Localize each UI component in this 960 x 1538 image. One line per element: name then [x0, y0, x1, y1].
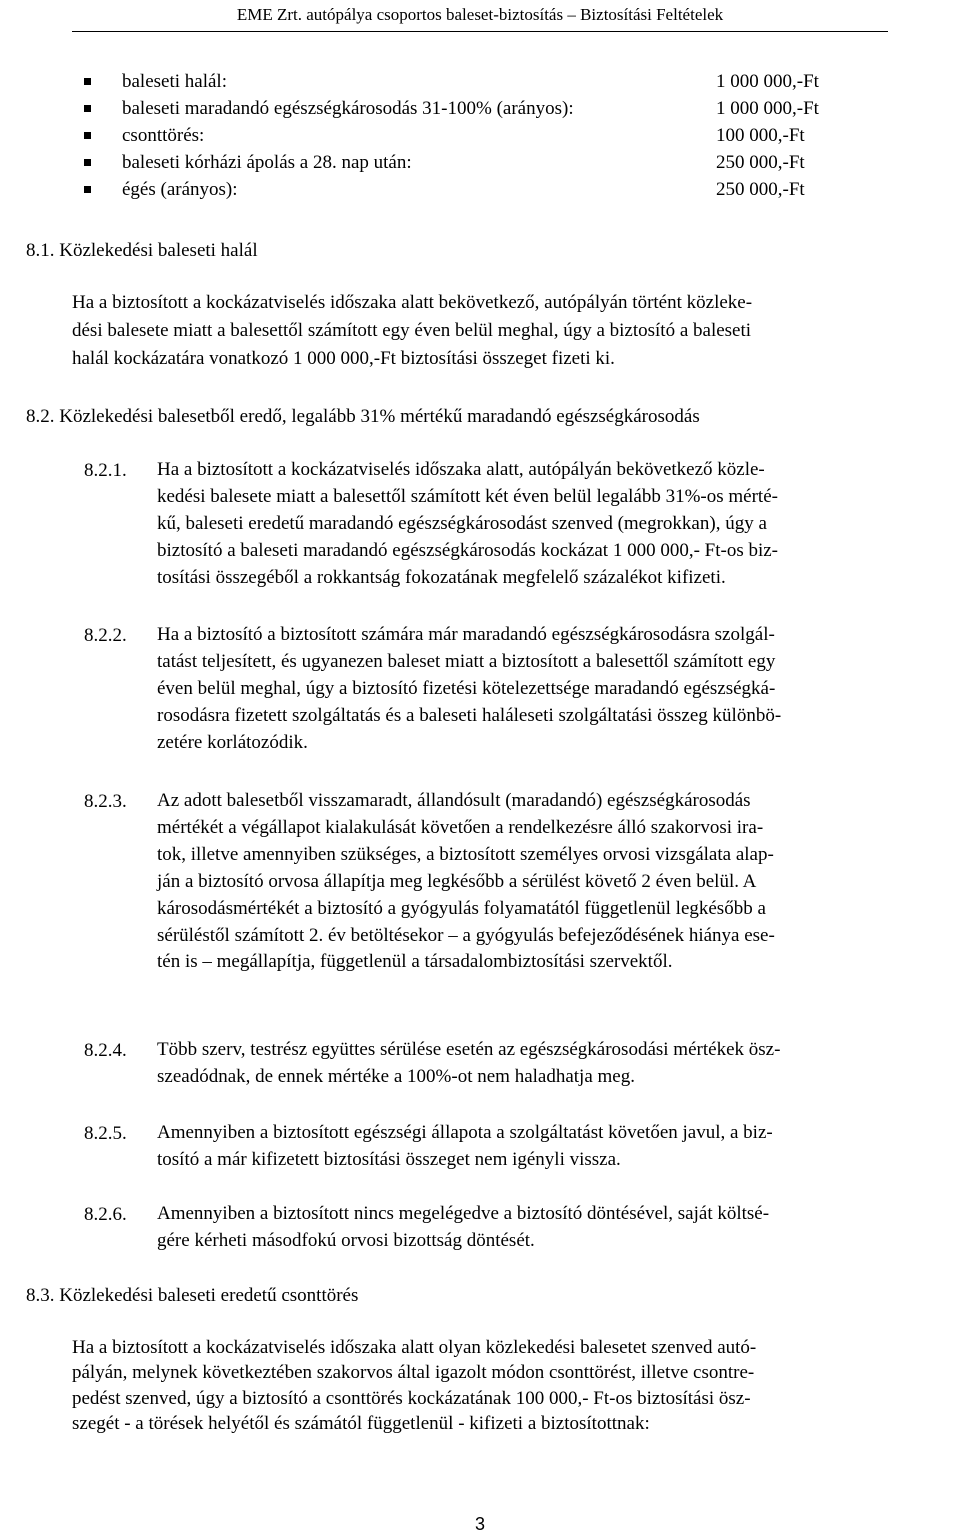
square-bullet-icon [84, 105, 91, 112]
text-line: dési balesete miatt a balesettől számított egy éven belül meghal, úgy a biztosító a baleseti [72, 319, 752, 341]
text-line: tatást teljesített, és ugyanezen baleset miatt a biztosított a balesettől számított egy [157, 650, 776, 672]
text-line: károsodásmértékét a biztosító a gyógyulás folyamatától függetlenül legkésőbb a [157, 897, 766, 919]
list-item-amount: 250 000,-Ft [716, 152, 805, 173]
clause-number: 8.2.3. [84, 791, 127, 812]
text-line: kedési balesete miatt a balesettől számított két éven belül legalább 31%-os mérté- [157, 485, 778, 507]
text-line: szegét - a törések helyétől és számától függetlenül - kifizeti a biztosítottnak: [72, 1412, 650, 1434]
text-line: pedést szenved, úgy a biztosító a csonttörés kockázatának 100 000,- Ft-os biztosítási ösz- [72, 1387, 751, 1409]
square-bullet-icon [84, 186, 91, 193]
page-number: 3 [474, 1514, 485, 1534]
list-item-amount: 100 000,-Ft [716, 125, 805, 146]
text-line: pályán, melynek következtében szakorvos által igazolt módon csonttörést, illetve csontre- [72, 1362, 755, 1384]
text-line: Ha a biztosító a biztosított számára már maradandó egészségkárosodásra szolgál- [157, 624, 775, 645]
clause-number: 8.2.1. [84, 460, 127, 481]
list-item-label: csonttörés: [122, 125, 205, 146]
text-line: Több szerv, testrész együttes sérülése esetén az egészségkárosodási mértékek ösz- [157, 1039, 781, 1060]
text-line: Az adott balesetből visszamaradt, állandósult (maradandó) egészségkárosodás [157, 790, 751, 811]
clause-text [157, 1037, 932, 1091]
header-divider [72, 31, 888, 32]
text-line: tén is – megállapítja, függetlenül a társadalombiztosítási szervektől. [157, 951, 673, 973]
section-paragraph [72, 1335, 932, 1436]
list-item-label: baleseti kórházi ápolás a 28. nap után: [122, 152, 412, 173]
text-line: tosítási összegéből a rokkantság fokozatának megfelelő százalékot kifizeti. [157, 566, 726, 588]
square-bullet-icon [84, 159, 91, 166]
clause-number: 8.2.5. [84, 1123, 127, 1144]
text-line: Amennyiben a biztosított egészségi állapota a szolgáltatást követően javul, a biz- [157, 1122, 773, 1143]
text-line: éven belül meghal, úgy a biztosító fizetési kötelezettsége maradandó egészségká- [157, 677, 776, 699]
text-line: tok, illetve amennyiben szükséges, a biztosított személyes orvosi vizsgálata alap- [157, 843, 774, 865]
text-line: mértékét a végállapot kialakulását követően a rendelkezésre álló szakorvosi ira- [157, 816, 764, 838]
section-heading: 8.2. Közlekedési balesetből eredő, legalább 31% mértékű maradandó egészségkárosodás [26, 406, 700, 427]
section-heading: 8.3. Közlekedési baleseti eredetű csonttörés [26, 1285, 359, 1306]
clause-number: 8.2.2. [84, 625, 127, 646]
text-line: Ha a biztosított a kockázatviselés időszaka alatt bekövetkező, autópályán történt közleke- [72, 292, 753, 313]
section-paragraph [72, 289, 932, 372]
page-header: EME Zrt. autópálya csoportos baleset-biztosítás – Biztosítási Feltételek [236, 5, 724, 24]
text-line: kű, baleseti eredetű maradandó egészségkárosodást szenved (megrokkan), úgy a [157, 512, 767, 534]
square-bullet-icon [84, 132, 91, 139]
clause-number: 8.2.4. [84, 1040, 127, 1061]
text-line: gére kérheti másodfokú orvosi bizottság döntését. [157, 1229, 535, 1251]
text-line: zetére korlátozódik. [157, 731, 308, 753]
text-line: Ha a biztosított a kockázatviselés időszaka alatt, autópályán bekövetkező közle- [157, 459, 765, 480]
clause-text [157, 788, 932, 976]
list-item-amount: 1 000 000,-Ft [716, 71, 819, 92]
clause-text [157, 1120, 932, 1174]
text-line: Amennyiben a biztosított nincs megelégedve a biztosító döntésével, saját költsé- [157, 1203, 770, 1224]
clause-text [157, 1201, 932, 1255]
text-line: halál kockázatára vonatkozó 1 000 000,-Ft biztosítási összeget fizeti ki. [72, 347, 615, 369]
text-line: szeadódnak, de ennek mértéke a 100%-ot nem haladhatja meg. [157, 1065, 635, 1087]
square-bullet-icon [84, 78, 91, 85]
list-item-amount: 1 000 000,-Ft [716, 98, 819, 119]
list-item-label: baleseti halál: [122, 71, 227, 92]
list-item-label: égés (arányos): [122, 179, 238, 200]
text-line: Ha a biztosított a kockázatviselés időszaka alatt olyan közlekedési balesetet szenved autó- [72, 1337, 757, 1358]
clause-number: 8.2.6. [84, 1204, 127, 1225]
list-item-amount: 250 000,-Ft [716, 179, 805, 200]
text-line: biztosító a baleseti maradandó egészségkárosodás kockázat 1 000 000,- Ft-os biz- [157, 539, 779, 561]
text-line: sérüléstől számított 2. év betöltésekor – a gyógyulás befejeződésének hiánya ese- [157, 924, 775, 946]
clause-text [157, 622, 932, 757]
text-line: ján a biztosító orvosa állapítja meg legkésőbb a sérülést követő 2 éven belül. A [157, 870, 757, 892]
section-heading: 8.1. Közlekedési baleseti halál [26, 240, 258, 261]
text-line: tosító a már kifizetett biztosítási összeget nem igényli vissza. [157, 1148, 621, 1170]
list-item-label: baleseti maradandó egészségkárosodás 31-100% (arányos): [122, 98, 574, 119]
clause-text [157, 457, 932, 592]
text-line: rosodásra fizetett szolgáltatás és a baleseti haláleseti szolgáltatási összeg különbö- [157, 704, 782, 726]
